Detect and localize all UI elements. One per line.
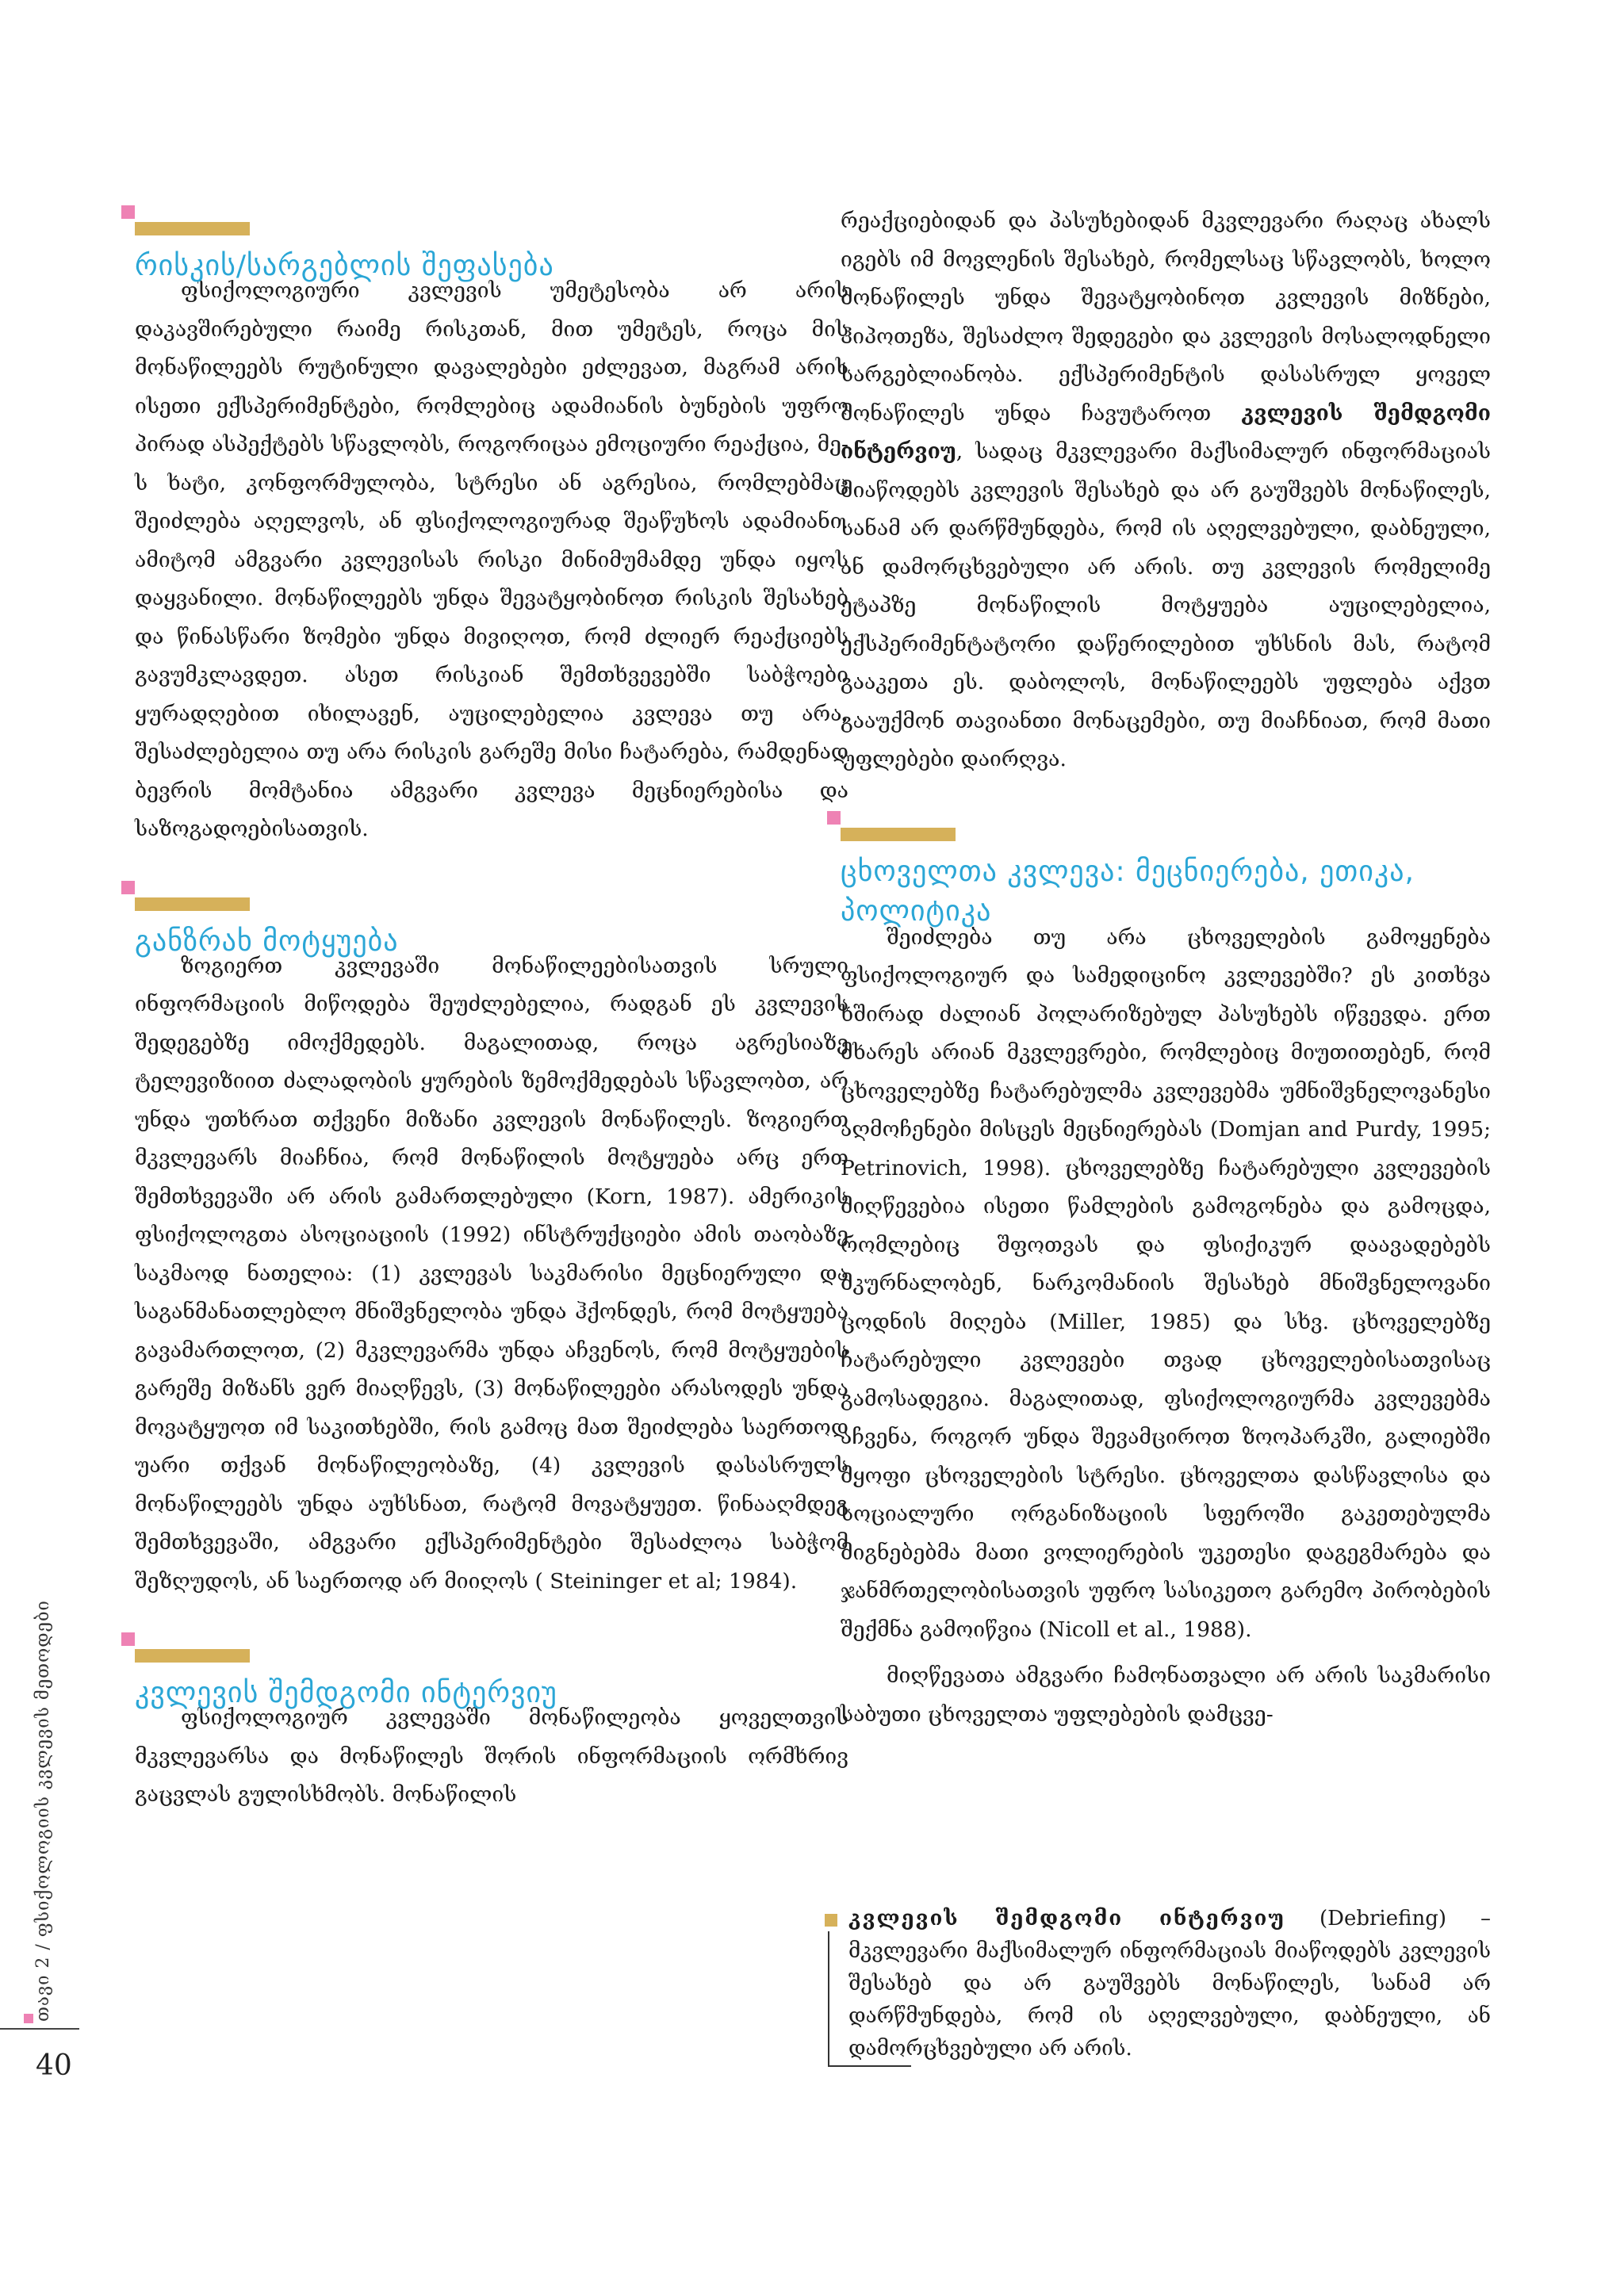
- running-head-text: თავი 2 / ფსიქოლოგიის კვლევის მეთოდები: [33, 1600, 53, 2022]
- paragraph: შეიძლება თუ არა ცხოველების გამოყენება ფსიქოლოგიურ და სამედიცინო კვლევებში? ეს კითხვა ხშირად ძალიან პოლარიზებულ პასუხებს იწვევდა. ერთ მხარეს არიან მკვლევრები, რომლებიც მიუთითებენ, რომ ცხოველებზე ჩატარებულმა კვლევებმა უმნიშვნელოვანესი აღმოჩენები მისცეს მეცნიერებას (Domjan and Purdy, 1995; Petrinovich, 1998). ცხოველებზე ჩატარებული კვლევების მიღწევებია ისეთი წამლების გამოგონება და გამოცდა, რომლებიც შფოთვას და ფსიქიკურ დაავადებებს მკურნალობენ, ნარკომანიის შესახებ მნიშვნელოვანი ცოდნის მიღება (Miller, 1985) და სხვ. ცხოველებზე ჩატარებული კვლევები თვად ცხოველებისათვისაც გამოსადეგია. მაგალითად, ფსიქოლოგიურმა კვლევებმა აჩვენა, როგორ უნდა შევამციროთ ზოოპარკში, გალიებში მყოფი ცხოველების სტრესი. ცხოველთა დასწავლისა და სოციალური ორგანიზაციის სფეროში გაკეთებულმა მიგნებებმა მათი ვოლიერების უკეთესი დაგეგმარება და ჯანმრთელობისათვის უფრო სასიკეთო გარემო პირობების შექმნა გამოიწვია (Nicoll et al., 1988).: [841, 924, 1491, 1642]
- gold-accent-bar: [135, 1649, 250, 1663]
- gold-square-marker: [825, 1914, 837, 1927]
- section-header: [135, 1629, 848, 1709]
- paragraph: ფსიქოლოგიურ კვლევაში მონაწილეობა ყოველთვის მკვლევარსა და მონაწილეს შორის ინფორმაციის ორმხრივ გაცვლას გულისხმობს. მონაწილის: [135, 1705, 848, 1807]
- section-title: განზრახ მოტყუება: [135, 924, 399, 958]
- definition-body: (Debriefing) – მკვლევარი მაქსიმალურ ინფორმაციას მიაწოდებს კვლევის შესახებ და არ გაუშვებს მონაწილეს, სანამ არ დარწმუნდება, რომ ის აღელვებული, დაბნეული, ან დამორცხვებული არ არის.: [848, 1907, 1491, 2061]
- page-number: 40: [36, 2049, 72, 2082]
- left-column: [135, 202, 848, 1843]
- pink-square-marker: [827, 811, 841, 825]
- paragraph: ზოგიერთ კვლევაში მონაწილეებისათვის სრული ინფორმაციის მიწოდება შეუძლებელია, რადგან ეს კვლევის შედეგებზე იმოქმედებს. მაგალითად, როცა აგრესიაზე ტელევიზიით ძალადობის ყურების ზემოქმედებას სწავლობთ, არ უნდა უთხრათ თქვენი მიზანი კვლევის მონაწილეს. ზოგიერთ მკვლევარს მიაჩნია, რომ მონაწილის მოტყუება არც ერთ შემთხვევაში არ არის გამართლებული (Korn, 1987). ამერიკის ფსიქოლოგთა ასოციაციის (1992) ინსტრუქციები ამის თაობაზე საკმაოდ ნათელია: (1) კვლევას საკმარისი მეცნიერული და საგანმანათლებლო მნიშვნელობა უნდა ჰქონდეს, რომ მოტყუება გავამართლოთ, (2) მკვლევარმა უნდა აჩვენოს, რომ მოტყუების გარეშე მიზანს ვერ მიაღწევს, (3) მონაწილეები არასოდეს უნდა მოვატყუოთ იმ საკითხებში, რის გამოც მათ შეიძლება საერთოდ უარი თქვან მონაწილეობაზე, (4) კვლევის დასასრულს მონაწილეებს უნდა აუხსნათ, რატომ მოვატყუეთ. წინააღმდეგ შემთხვევაში, ამგვარი ექსპერიმენტები შესაძლოა საბჭომ შეზღუდოს, ან საერთოდ არ მიიღოს ( Steininger et al; 1984).: [135, 953, 848, 1594]
- definition-box: [825, 1903, 1491, 2077]
- pink-square-marker: [121, 1632, 135, 1646]
- section-header: [841, 808, 1491, 928]
- running-head-vertical: [24, 1467, 71, 2022]
- section-header: [135, 202, 848, 282]
- footer-rule: [0, 2028, 79, 2030]
- pink-square-marker: [121, 881, 135, 894]
- box-border-horizontal: [828, 2065, 911, 2067]
- bold-term: კვლევის შემდგომი ინტერვიუ: [841, 400, 1491, 464]
- gold-accent-bar: [841, 828, 956, 841]
- section-title: რისკის/სარგებლის შეფასება: [135, 250, 554, 282]
- right-column: [841, 202, 1491, 1762]
- paragraph: ფსიქოლოგიური კვლევის უმეტესობა არ არის დაკავშირებული რაიმე რისკთან, მით უმეტეს, როცა მის მონაწილეებს რუტინული დავალებები ეძლევათ, მაგრამ არის ისეთი ექსპერიმენტები, რომლებიც ადამიანის ბუნების უფრო პირად ასპექტებს სწავლობს, როგორიცაა ემოციური რეაქცია, მე-ს ხატი, კონფორმულობა, სტრესი ან აგრესია, რომლებმაც შეიძლება აღელვოს, ან ფსიქოლოგიურად შეაწუხოს ადამიანი. ამიტომ ამგვარი კვლევისას რისკი მინიმუმამდე უნდა იყოს დაყვანილი. მონაწილეებს უნდა შევატყობინოთ რისკის შესახებ და წინასწარი ზომები უნდა მივიღოთ, რომ ძლიერ რეაქციებს გავუმკლავდეთ. ასეთ რისკიან შემთხვევებში საბჭოები ყურადღებით იხილავენ, აუცილებელია კვლევა თუ არა, შესაძლებელია თუ არა რისკის გარეშე მისი ჩატარება, რამდენად ბევრის მომტანია ამგვარი კვლევა მეცნიერებისა და საზოგადოებისათვის.: [135, 278, 848, 841]
- section-title: კვლევის შემდგომი ინტერვიუ: [135, 1677, 557, 1709]
- box-border-vertical: [828, 1931, 829, 2066]
- pink-square-marker: [24, 2014, 33, 2023]
- continued-text: [841, 202, 1491, 779]
- section-debriefing: [135, 1629, 848, 1815]
- paragraph-continued: [841, 202, 1491, 779]
- pink-square-marker: [121, 205, 135, 219]
- gold-accent-bar: [135, 222, 250, 235]
- section-header: [135, 878, 848, 958]
- paragraph-text: რეაქციებიდან და პასუხებიდან მკვლევარი რაღაც ახალს იგებს იმ მოვლენის შესახებ, რომელსაც სწავლობს, ხოლო მონაწილეს უნდა შევატყობინოთ კვლევის მიზნები, ჰიპოთეზა, შესაძლო შედეგები და კვლევის მოსალოდნელი სარგებლიანობა. ექსპერიმენტის დასასრულ ყოველ მონაწილეს უნდა ჩავუტაროთ: [841, 209, 1491, 426]
- paragraph-text: , სადაც მკვლევარი მაქსიმალურ ინფორმაციას მიაწოდებს კვლევის შესახებ და არ გაუშვებს მონაწილეს, სანამ არ დარწმუნდება, რომ ის აღელვებული, დაბნეული, ან დამორცხვებული არ არის. თუ კვლევის რომელიმე ეტაპზე მონაწილის მოტყუება აუცილებელია, ექსპერიმენტატორი დაწერილებით უხსნის მას, რატომ გააკეთა ეს. დაბოლოს, მონაწილეებს უფლება აქვთ გააუქმონ თავიანთი მონაცემები, თუ მიაჩნიათ, რომ მათი უფლებები დაირღვა.: [841, 439, 1491, 771]
- section-deception: [135, 878, 848, 1601]
- paragraph: მიღწევათა ამგვარი ჩამონათვალი არ არის საკმარისი საბუთი ცხოველთა უფლებების დამცვე-: [841, 1663, 1491, 1727]
- section-title: ცხოველთა კვლევა: მეცნიერება, ეთიკა, პოლიტიკა: [841, 855, 1415, 928]
- section-risk-benefit: [135, 202, 848, 849]
- section-animal-research: [841, 808, 1491, 1735]
- definition-text: [848, 1903, 1491, 2065]
- gold-accent-bar: [135, 897, 250, 911]
- definition-term: კვლევის შემდგომი ინტერვიუ: [848, 1907, 1285, 1931]
